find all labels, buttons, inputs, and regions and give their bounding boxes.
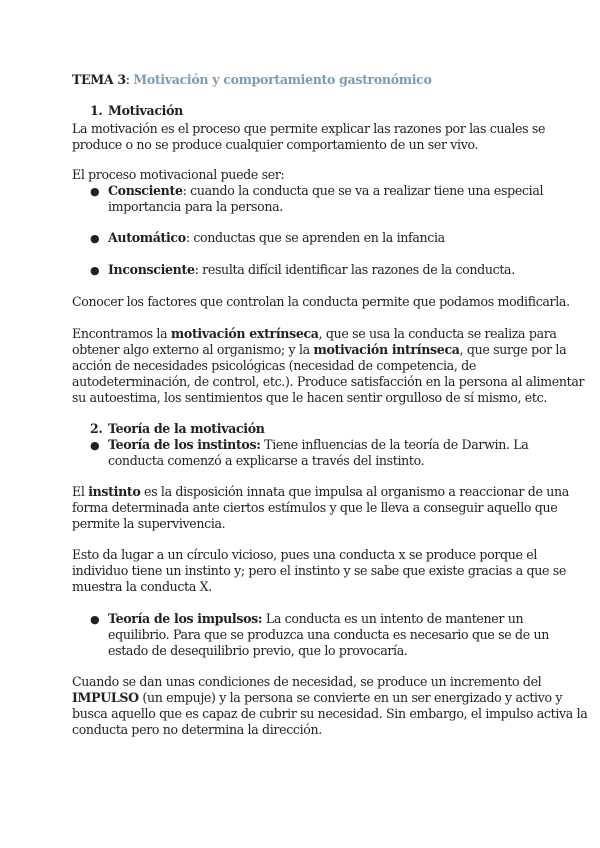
item-text: La conducta es un intento de mantener un: [262, 611, 524, 626]
item-term: Teoría de los instintos:: [108, 437, 261, 452]
item-text: Tiene influencias de la teoría de Darwin. La: [260, 437, 529, 452]
term-motivacion-intrinseca: motivación intrínseca: [313, 342, 460, 357]
s1-p1-line2: produce o no se produce cualquier comportamiento de un ser vivo.: [72, 137, 479, 152]
text-run: Encontramos la: [72, 326, 171, 341]
section2-heading: Teoría de la motivación: [108, 421, 265, 436]
s1-p4-line2: [72, 342, 566, 357]
item-automatico: [108, 230, 445, 245]
item-term: Automático: [108, 230, 186, 245]
section2-number: 2.: [90, 421, 103, 436]
s2-p2-line3: muestra la conducta X.: [72, 579, 212, 594]
item-consciente: [108, 183, 543, 198]
item-term: Teoría de los impulsos:: [108, 611, 263, 626]
section1-heading: Motivación: [108, 103, 183, 118]
item-term: Inconsciente: [108, 262, 195, 277]
s2-p2-line1: Esto da lugar a un círculo vicioso, pues una conducta x se produce porque el: [72, 547, 537, 562]
text-run: (un empuje) y la persona se convierte en un ser energizado y activo y: [138, 690, 563, 705]
s2-p3-line1: Cuando se dan unas condiciones de necesidad, se produce un incremento del: [72, 674, 542, 689]
s2-p2-line2: individuo tiene un instinto y; pero el instinto y se sabe que existe gracias a que se: [72, 563, 566, 578]
bullet-icon: ●: [90, 264, 100, 277]
text-run: , que se usa la conducta se realiza para: [318, 326, 557, 341]
item-inconsciente: [108, 262, 515, 277]
title-separator: :: [125, 72, 134, 87]
title-text: Motivación y comportamiento gastronómico: [133, 72, 432, 87]
s2-p1-line3: permite la supervivencia.: [72, 516, 226, 531]
s1-p2: El proceso motivacional puede ser:: [72, 167, 285, 182]
item-text: : cuando la conducta que se va a realizar tiene una especial: [182, 183, 544, 198]
item-teoria-impulsos: [108, 611, 523, 626]
text-run: , que surge por la: [459, 342, 567, 357]
term-instinto: instinto: [88, 484, 141, 499]
item-text: : conductas que se aprenden en la infancia: [185, 230, 445, 245]
s1-p3: Conocer los factores que controlan la conducta permite que podamos modificarla.: [72, 294, 570, 309]
text-run: es la disposición innata que impulsa al organismo a reaccionar de una: [140, 484, 569, 499]
text-run: obtener algo externo al organismo; y la: [72, 342, 314, 357]
bullet-icon: ●: [90, 613, 100, 626]
s2-p3-line3: busca aquello que es capaz de cubrir su necesidad. Sin embargo, el impulso activa la: [72, 706, 588, 721]
s1-p4-line3: acción de necesidades psicológicas (necesidad de competencia, de: [72, 358, 476, 373]
s2-p1-line1: [72, 484, 569, 499]
item-consciente-cont: importancia para la persona.: [108, 199, 283, 214]
s2-p1-line2: forma determinada ante ciertos estímulos y que le lleva a conseguir aquello que: [72, 500, 558, 515]
s2-p3-line2: [72, 690, 562, 705]
item-teoria-impulsos-cont2: estado de desequilibrio previo, que lo provocaría.: [108, 643, 408, 658]
s1-p4-line5: su autoestima, los sentimientos que le hacen sentir orgulloso de sí mismo, etc.: [72, 390, 547, 405]
s1-p1-line1: La motivación es el proceso que permite explicar las razones por las cuales se: [72, 121, 546, 136]
item-text: : resulta difícil identificar las razones de la conducta.: [194, 262, 515, 277]
item-teoria-impulsos-cont1: equilibrio. Para que se produzca una conducta es necesario que se de un: [108, 627, 550, 642]
s1-p4-line4: autodeterminación, de control, etc.). Produce satisfacción en la persona al alimentar: [72, 374, 585, 389]
term-motivacion-extrinseca: motivación extrínseca: [170, 326, 319, 341]
item-teoria-instintos: [108, 437, 528, 452]
s1-p4-line1: [72, 326, 557, 341]
item-term: Consciente: [108, 183, 183, 198]
bullet-icon: ●: [90, 439, 100, 452]
term-impulso: IMPULSO: [72, 690, 139, 705]
bullet-icon: ●: [90, 185, 100, 198]
bullet-icon: ●: [90, 232, 100, 245]
item-teoria-instintos-cont: conducta comenzó a explicarse a través del instinto.: [108, 453, 425, 468]
section1-number: 1.: [90, 103, 103, 118]
text-run: El: [72, 484, 89, 499]
s2-p3-line4: conducta pero no determina la dirección.: [72, 722, 322, 737]
page-title: [72, 72, 432, 87]
title-prefix: TEMA 3: [72, 72, 126, 87]
